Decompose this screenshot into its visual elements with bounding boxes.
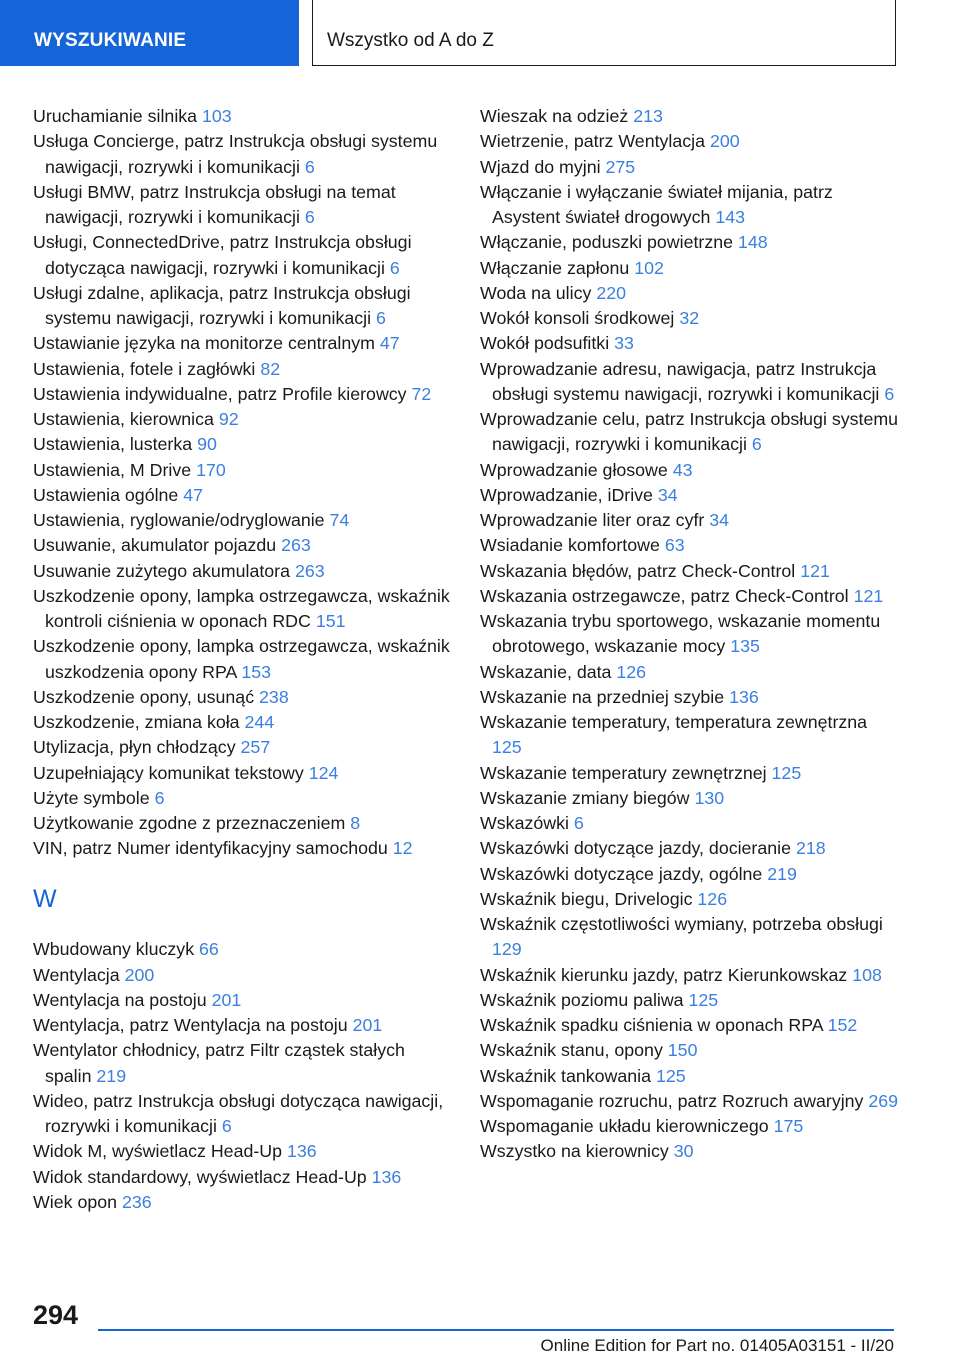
index-page-link[interactable]: 34 xyxy=(657,484,678,505)
index-entry xyxy=(480,483,900,508)
index-entry-text: Wskazówki dotyczące jazdy, docieranie xyxy=(480,838,791,859)
index-entry-text: Wentylacja xyxy=(33,964,120,985)
index-entry xyxy=(33,963,453,988)
index-page-link[interactable]: 47 xyxy=(379,333,400,354)
index-entry xyxy=(480,458,900,483)
index-entry-text: Wskaźnik biegu, Drivelogic xyxy=(480,888,693,909)
index-page-link[interactable]: 63 xyxy=(664,535,685,556)
index-entry-text: Ustawienia ogólne xyxy=(33,484,179,505)
index-page-link[interactable]: 200 xyxy=(709,131,740,152)
index-entry xyxy=(480,533,900,558)
index-entry xyxy=(480,155,900,180)
index-entry-text: Ustawienia, kierownica xyxy=(33,409,214,429)
index-page-link[interactable]: 269 xyxy=(868,1090,899,1111)
index-entry-text: Uszkodzenie opony, lampka ostrzegawcza, wskaźnik kontroli ciśnienia w oponach RDC xyxy=(33,585,450,631)
index-entry xyxy=(480,887,900,912)
index-entry xyxy=(480,811,900,836)
index-page-link[interactable]: 136 xyxy=(729,686,759,707)
index-page-link[interactable]: 136 xyxy=(286,1141,317,1162)
index-entry xyxy=(33,1139,453,1164)
index-entry-text: Wskaźnik tankowania xyxy=(480,1065,651,1086)
index-page-link[interactable]: 43 xyxy=(672,459,693,480)
index-entry-text: Wprowadzanie głosowe xyxy=(480,459,668,480)
index-entry xyxy=(480,306,900,331)
index-page-link[interactable]: 220 xyxy=(596,282,626,303)
index-entry-text: Wskazania ostrzegawcze, patrz Check-Control xyxy=(480,585,849,606)
index-entry xyxy=(480,256,900,281)
index-entry-text: Wskaźnik spadku ciśnienia w oponach RPA xyxy=(480,1015,823,1035)
index-page-link[interactable]: 125 xyxy=(492,737,522,758)
index-entry-text: Wentylator chłodnicy, patrz Filtr cząstek stałych spalin xyxy=(33,1040,405,1086)
index-page-link[interactable]: 126 xyxy=(616,661,647,682)
index-entry xyxy=(480,1038,900,1063)
index-entry xyxy=(33,281,453,332)
index-entry-text: Wskazanie, data xyxy=(480,661,612,682)
index-entry xyxy=(480,761,900,786)
index-page-link[interactable]: 6 xyxy=(304,207,315,227)
index-page-link[interactable]: 136 xyxy=(371,1166,402,1187)
index-entry xyxy=(33,104,453,129)
search-tab-label: WYSZUKIWANIE xyxy=(34,30,187,51)
section-title-box xyxy=(312,0,896,66)
index-page-link[interactable]: 263 xyxy=(281,535,311,556)
index-entry-text: Ustawienia, M Drive xyxy=(33,459,192,480)
index-entry xyxy=(33,710,453,735)
index-entry xyxy=(33,1013,453,1038)
index-entry-text: Wprowadzanie, iDrive xyxy=(480,484,653,505)
index-entry-text: Wbudowany kluczyk xyxy=(33,939,195,960)
index-entry-text: Wskaźnik stanu, opony xyxy=(480,1040,663,1061)
index-entry-text: Widok standardowy, wyświetlacz Head-Up xyxy=(33,1166,367,1187)
index-entry-text: Wiek opon xyxy=(33,1191,118,1212)
index-entry xyxy=(480,104,900,129)
index-page-link[interactable]: 6 xyxy=(884,383,895,404)
index-entry xyxy=(33,533,453,558)
index-entry xyxy=(33,357,453,382)
index-entry xyxy=(33,761,453,786)
index-entry xyxy=(480,1089,900,1114)
index-entry xyxy=(480,710,900,761)
index-entry-text: Użytkowanie zgodne z przeznaczeniem xyxy=(33,813,346,833)
index-page-link[interactable]: 150 xyxy=(667,1040,698,1061)
index-page-link[interactable]: 130 xyxy=(694,787,725,808)
index-entry-text: Uruchamianie silnika xyxy=(33,106,198,126)
index-entry xyxy=(33,937,453,962)
index-entry-text: Wjazd do myjni xyxy=(480,156,601,177)
index-page-link[interactable]: 275 xyxy=(605,156,636,177)
index-entry xyxy=(33,1038,453,1089)
index-entry xyxy=(33,407,453,432)
search-tab[interactable] xyxy=(0,0,299,66)
index-entry xyxy=(480,685,900,710)
index-entry-text: Uszkodzenie opony, lampka ostrzegawcza, wskaźnik uszkodzenia opony RPA xyxy=(33,636,450,682)
index-entry-text: Usługi zdalne, aplikacja, patrz Instrukcja obsługi systemu nawigacji, rozrywki i komunikacji xyxy=(33,282,411,328)
index-column-right xyxy=(480,104,900,1165)
index-entry xyxy=(480,1139,900,1164)
index-entry-text: Usuwanie, akumulator pojazdu xyxy=(33,535,277,556)
index-entry xyxy=(480,407,900,458)
index-page-link[interactable]: 143 xyxy=(715,207,746,227)
index-page-link[interactable]: 257 xyxy=(240,737,271,758)
index-entry-text: Wentylacja na postoju xyxy=(33,989,207,1010)
index-entry-text: Wskazania trybu sportowego, wskazanie momentu obrotowego, wskazanie mocy xyxy=(480,611,881,657)
page-footer xyxy=(0,1290,960,1362)
index-entry-text: Ustawienia indywidualne, patrz Profile kierowcy xyxy=(33,383,407,404)
index-entry-text: Ustawienia, ryglowanie/odryglowanie xyxy=(33,510,325,530)
index-entry-text: Usługi BMW, patrz Instrukcja obsługi na temat nawigacji, rozrywki i komunikacji xyxy=(33,181,396,227)
index-entry-text: Uszkodzenie, zmiana koła xyxy=(33,712,240,732)
index-entry-text: Wspomaganie układu kierowniczego xyxy=(480,1116,769,1136)
index-entry xyxy=(33,685,453,710)
index-page-link[interactable]: 124 xyxy=(308,762,339,783)
index-page-link[interactable]: 218 xyxy=(795,838,826,859)
index-page-link[interactable]: 152 xyxy=(827,1015,858,1035)
index-entry xyxy=(480,180,900,231)
index-page-link[interactable]: 8 xyxy=(350,813,361,833)
index-page-link[interactable]: 236 xyxy=(121,1191,152,1212)
index-entry xyxy=(480,584,900,609)
section-title: Wszystko od A do Z xyxy=(327,30,494,51)
index-page-link[interactable]: 201 xyxy=(352,1015,383,1035)
index-page-link[interactable]: 30 xyxy=(673,1141,694,1162)
index-entry-text: VIN, patrz Numer identyfikacyjny samochodu xyxy=(33,838,388,859)
index-page-link[interactable]: 72 xyxy=(411,383,432,404)
page-number: 294 xyxy=(33,1300,79,1330)
index-entry-text: Woda na ulicy xyxy=(480,282,592,303)
index-page-link[interactable]: 125 xyxy=(655,1065,686,1086)
index-page-link[interactable]: 82 xyxy=(260,358,281,379)
index-entry xyxy=(480,1064,900,1089)
index-entry xyxy=(480,559,900,584)
index-entry-text: Wskazanie temperatury, temperatura zewnętrzna xyxy=(480,712,868,732)
index-entry-text: Ustawienia, lusterka xyxy=(33,434,193,455)
index-entry-text: Wideo, patrz Instrukcja obsługi dotycząca nawigacji, rozrywki i komunikacji xyxy=(33,1090,444,1136)
index-page-link[interactable]: 103 xyxy=(202,106,232,126)
index-entry-text: Włączanie i wyłączanie świateł mijania, patrz Asystent świateł drogowych xyxy=(480,181,833,227)
index-entry-text: Wokół podsufitki xyxy=(480,333,610,354)
index-entry-text: Wszystko na kierownicy xyxy=(480,1141,669,1162)
index-entry-text: Uszkodzenie opony, usunąć xyxy=(33,686,255,707)
index-page-link[interactable]: 66 xyxy=(199,939,219,960)
index-entry-text: Wsiadanie komfortowe xyxy=(480,535,660,556)
index-page-link[interactable]: 125 xyxy=(688,989,719,1010)
footer-divider xyxy=(98,1329,894,1331)
index-entry-text: Wskazówki xyxy=(480,813,569,833)
index-entry xyxy=(33,634,453,685)
index-entry-text: Wskazanie zmiany biegów xyxy=(480,787,690,808)
index-page-link[interactable]: 219 xyxy=(96,1065,127,1086)
index-letter-heading: W xyxy=(33,884,57,913)
index-entry-text: Wieszak na odzież xyxy=(480,106,629,126)
index-entry xyxy=(480,963,900,988)
index-entry xyxy=(33,559,453,584)
edition-note: Online Edition for Part no. 01405A03151 - II/20 xyxy=(540,1336,894,1355)
index-entry xyxy=(480,862,900,887)
index-entry-text: Ustawienia, fotele i zagłówki xyxy=(33,358,256,379)
page-header xyxy=(0,0,960,66)
index-entry xyxy=(480,836,900,861)
index-page-link[interactable]: 121 xyxy=(853,585,884,606)
index-entry xyxy=(33,382,453,407)
index-entry xyxy=(33,988,453,1013)
index-entry-text: Widok M, wyświetlacz Head-Up xyxy=(33,1141,282,1162)
index-entry-text: Wspomaganie rozruchu, patrz Rozruch awaryjny xyxy=(480,1090,864,1111)
index-entry xyxy=(480,988,900,1013)
index-page-link[interactable]: 219 xyxy=(767,863,797,884)
index-entry-text: Wskaźnik kierunku jazdy, patrz Kierunkowskaz xyxy=(480,964,848,985)
index-page-link[interactable]: 135 xyxy=(730,636,760,657)
index-page-link[interactable]: 121 xyxy=(800,560,830,581)
index-entry xyxy=(33,180,453,231)
index-page-link[interactable]: 126 xyxy=(697,888,728,909)
index-page-link[interactable]: 175 xyxy=(773,1116,804,1136)
index-entry-text: Wskaźnik częstotliwości wymiany, potrzeba obsługi xyxy=(480,914,883,934)
index-entry xyxy=(480,660,900,685)
index-page-link[interactable]: 153 xyxy=(241,661,272,682)
index-page-link[interactable]: 32 xyxy=(679,308,700,328)
index-entry-text: Usługa Concierge, patrz Instrukcja obsługi systemu nawigacji, rozrywki i komunikacji xyxy=(33,131,438,177)
index-entry xyxy=(480,786,900,811)
index-page-link[interactable]: 34 xyxy=(709,510,730,530)
index-entry xyxy=(33,129,453,180)
index-page-link[interactable]: 108 xyxy=(852,964,882,985)
index-column-left xyxy=(33,104,453,1215)
index-entry-text: Wprowadzanie celu, patrz Instrukcja obsługi systemu nawigacji, rozrywki i komunikacji xyxy=(480,409,899,455)
index-entry xyxy=(33,432,453,457)
index-page-link[interactable]: 129 xyxy=(492,939,522,960)
index-page-link[interactable]: 102 xyxy=(634,257,664,278)
index-entry-text: Wskaźnik poziomu paliwa xyxy=(480,989,684,1010)
index-entry-text: Wprowadzanie liter oraz cyfr xyxy=(480,510,705,530)
index-entry xyxy=(33,1190,453,1215)
index-page-link[interactable]: 6 xyxy=(573,813,584,833)
index-entry xyxy=(480,230,900,255)
index-page-link[interactable]: 6 xyxy=(376,308,386,328)
index-entry-text: Wskazanie na przedniej szybie xyxy=(480,686,725,707)
index-entry-text: Włączanie, poduszki powietrzne xyxy=(480,232,734,253)
index-page-link[interactable]: 33 xyxy=(614,333,634,354)
index-entry xyxy=(480,1114,900,1139)
index-entry xyxy=(480,357,900,408)
index-entry xyxy=(480,331,900,356)
index-page-link[interactable]: 244 xyxy=(244,712,275,732)
index-entry xyxy=(33,786,453,811)
index-page-link[interactable]: 200 xyxy=(124,964,155,985)
index-entry xyxy=(33,584,453,635)
index-entry xyxy=(480,912,900,963)
index-entry xyxy=(480,129,900,154)
index-entry xyxy=(33,811,453,836)
index-page-link[interactable]: 74 xyxy=(329,510,350,530)
index-entry xyxy=(33,508,453,533)
index-page-link[interactable]: 201 xyxy=(211,989,242,1010)
index-entry xyxy=(33,483,453,508)
index-entry xyxy=(480,1013,900,1038)
index-entry xyxy=(33,1089,453,1140)
index-entry-text: Ustawianie języka na monitorze centralnym xyxy=(33,333,375,354)
index-entry xyxy=(33,1165,453,1190)
index-entry-text: Wprowadzanie adresu, nawigacja, patrz Instrukcja obsługi systemu nawigacji, rozrywki i komunikacji xyxy=(480,358,880,404)
index-entry-text: Wskazanie temperatury zewnętrznej xyxy=(480,762,767,783)
index-page-link[interactable]: 6 xyxy=(154,787,165,808)
index-page-link[interactable]: 125 xyxy=(771,762,802,783)
index-entry-text: Usuwanie zużytego akumulatora xyxy=(33,560,290,581)
index-page-link[interactable]: 151 xyxy=(315,611,346,631)
index-page-link[interactable]: 238 xyxy=(259,686,289,707)
index-page-link[interactable]: 90 xyxy=(197,434,217,455)
index-entry-text: Wietrzenie, patrz Wentylacja xyxy=(480,131,705,152)
index-entry-text: Włączanie zapłonu xyxy=(480,257,630,278)
index-entry xyxy=(33,735,453,760)
index-entry-text: Uzupełniający komunikat tekstowy xyxy=(33,762,304,783)
index-entry-text: Użyte symbole xyxy=(33,787,150,808)
index-page-link[interactable]: 170 xyxy=(196,459,226,480)
index-entry xyxy=(33,458,453,483)
index-page-link[interactable]: 92 xyxy=(218,409,239,429)
index-entry-text: Wskazówki dotyczące jazdy, ogólne xyxy=(480,863,763,884)
index-entry xyxy=(480,609,900,660)
index-entry-text: Wskazania błędów, patrz Check-Control xyxy=(480,560,796,581)
index-entry-text: Utylizacja, płyn chłodzący xyxy=(33,737,236,758)
index-entry xyxy=(33,230,453,281)
index-page-link[interactable]: 6 xyxy=(304,156,315,177)
index-page-link[interactable]: 47 xyxy=(183,484,204,505)
index-page-link[interactable]: 148 xyxy=(737,232,768,253)
index-entry-text: Wokół konsoli środkowej xyxy=(480,308,675,328)
index-entry xyxy=(480,508,900,533)
index-page-link[interactable]: 6 xyxy=(221,1116,232,1136)
index-entry xyxy=(33,331,453,356)
index-page-link[interactable]: 12 xyxy=(392,838,413,859)
index-page-link[interactable]: 213 xyxy=(633,106,663,126)
index-entry-text: Usługi, ConnectedDrive, patrz Instrukcja obsługi dotycząca nawigacji, rozrywki i komunikacji xyxy=(33,232,412,278)
index-page-link[interactable]: 263 xyxy=(294,560,325,581)
index-page-link[interactable]: 6 xyxy=(751,434,762,455)
index-entry xyxy=(480,281,900,306)
index-entry xyxy=(33,836,453,861)
index-page-link[interactable]: 6 xyxy=(389,257,400,278)
index-entry-text: Wentylacja, patrz Wentylacja na postoju xyxy=(33,1015,348,1035)
